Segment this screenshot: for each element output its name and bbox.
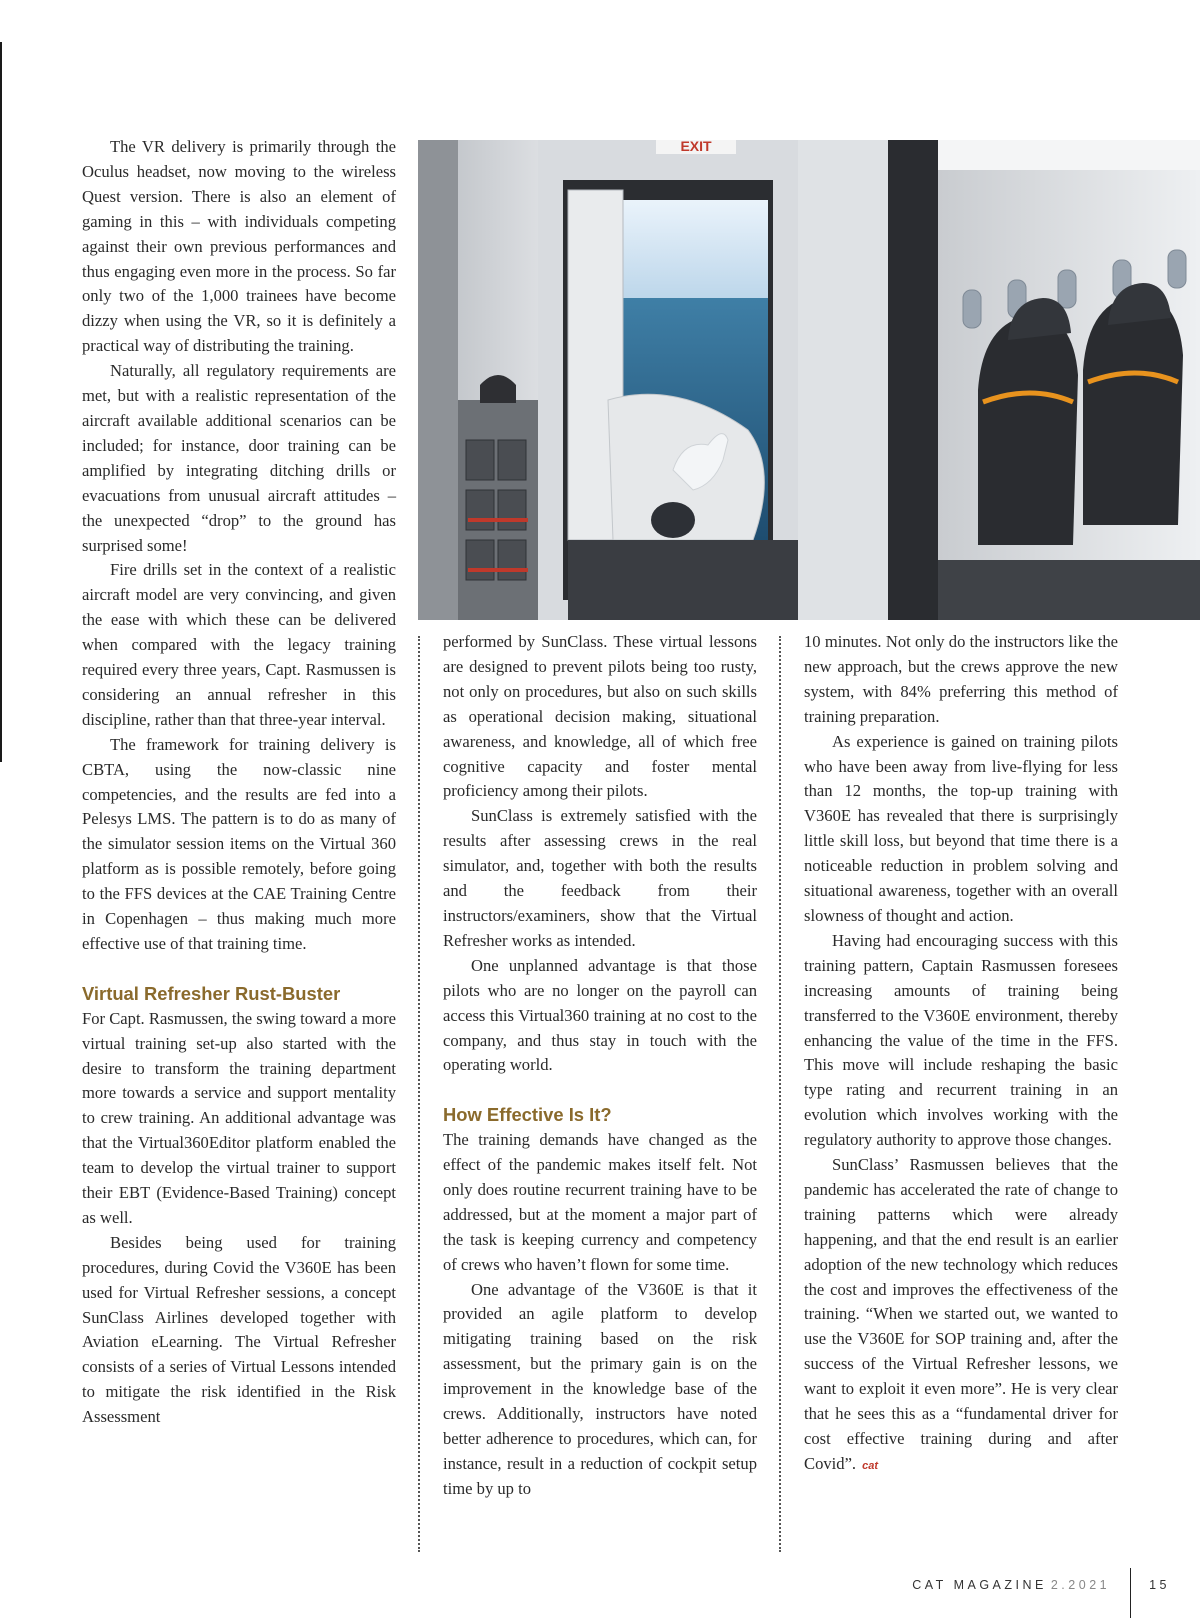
bulkhead-divider (888, 140, 938, 620)
paragraph: performed by SunClass. These virtual lessons are designed to prevent pilots being too rusty, not only on procedures, but also on such skills as operational decision making, situational awareness, and knowledge, all of which free cognitive capacity and foster mental proficiency among their pilots. (443, 632, 757, 801)
footer-divider (1130, 1568, 1131, 1618)
article-column-1 (82, 135, 396, 1430)
paragraph: One unplanned advantage is that those pilots who are no longer on the payroll can access this Virtual360 training at no cost to the company, and thus stay in touch with the operating world. (443, 955, 757, 1075)
paragraph: The training demands have changed as the effect of the pandemic makes itself felt. Not only does routine recurrent training have to be addressed, but at the moment a major part of the task is keeping currency and competency of crews who haven’t flown for some time. (443, 1130, 757, 1274)
publication-name: CAT MAGAZINE 2.2021 (912, 1578, 1111, 1592)
paragraph: SunClass is extremely satisfied with the results after assessing crews in the real simulator, and, together with both the results and the feedback from their instructors/examiners, show that the Virtual Refresher works as intended. (443, 806, 757, 950)
section-heading-rust-buster: Virtual Refresher Rust-Buster (82, 982, 341, 1004)
paragraph: As experience is gained on training pilots who have been away from live-flying for less than 12 months, the top-up training with V360E has revealed that there is surprisingly little skill loss, but beyond that time there is a noticeable reduction in problem solving and situational awareness, together with an overall slowness of thought and action. (804, 731, 1118, 925)
issue-number: 2.2021 (1050, 1578, 1111, 1592)
article-column-3 (804, 630, 1118, 1479)
paragraph: One advantage of the V360E is that it provided an agile platform to develop mitigating training based on the risk assessment, but the primary gain is on the improvement in the knowledge base of the crews. Additionally, instructors have noted better adherence to procedures, which can, for instance, result in a reduction of cockpit setup time by up to (443, 1279, 757, 1498)
page-number: 15 (1149, 1578, 1170, 1592)
exit-sign: EXIT (680, 140, 712, 154)
aircraft-door-vr-photo (418, 140, 1200, 620)
paragraph: The framework for training delivery is CBTA, using the now-classic nine competencies, and the results are fed into a Pelesys LMS. The pattern is to do as many of the simulator session items on the Virtual 360 platform as is possible remotely, before going to the FFS devices at the CAE Training Centre in Copenhagen – thus making much more effective use of that training time. (82, 734, 396, 953)
paragraph: Naturally, all regulatory requirements are met, but with a realistic representation of the aircraft available additional scenarios can be included; for instance, door training can be amplified by integrating ditching drills or evacuations from unusual aircraft attitudes – the unexpected “drop” to the ground has surprised some! (82, 361, 396, 555)
column-divider (779, 636, 781, 1552)
paragraph (804, 1153, 1118, 1479)
paragraph: 10 minutes. Not only do the instructors like the new approach, but the crews approve the new system, with 84% preferring this method of training preparation. (804, 632, 1118, 726)
paragraph: Having had encouraging success with this training pattern, Captain Rasmussen foresees increasing amounts of training being transferred to the V360E environment, thereby enhancing the value of the time in the FFS. This move will include reshaping the basic type rating and recurrent training in an evolution which involves working with the regulatory authority to approve those changes. (804, 930, 1118, 1150)
page-footer (912, 1568, 1170, 1618)
column-divider (418, 636, 420, 1552)
paragraph: Fire drills set in the context of a realistic aircraft model are very convincing, and given the ease with which these can be delivered when compared with the legacy training required every three years, Capt. Rasmussen is considering an annual refresher in this discipline, rather than that three-year interval. (82, 560, 396, 729)
paragraph: For Capt. Rasmussen, the swing toward a more virtual training set-up also started with the desire to transform the training department more towards a service and support mentality to crew training. An additional advantage was that the Virtual360Editor platform enabled the team to develop the virtual trainer to support their EBT (Evidence-Based Training) concept as well. (82, 1008, 396, 1227)
paragraph: The VR delivery is primarily through the Oculus headset, now moving to the wireless Quest version. There is also an element of gaming in this – with individuals competing against their own previous performances and thus engaging even more in the process. So far only two of the 1,000 trainees have become dizzy when using the VR, so it is definitely a practical way of distributing the training. (82, 137, 396, 356)
paragraph: Besides being used for training procedures, during Covid the V360E has been used for Virtual Refresher sessions, a concept SunClass Airlines developed together with Aviation eLearning. The Virtual Refresher consists of a series of Virtual Lessons intended to mitigate the risk identified in the Risk Assessment (82, 1232, 396, 1427)
end-mark-logo: cat (862, 1459, 878, 1472)
section-heading-how-effective: How Effective Is It? (443, 1104, 612, 1126)
sky (608, 200, 768, 300)
page-edge-line (0, 42, 2, 762)
article-column-2 (443, 630, 757, 1502)
closing-text: SunClass’ Rasmussen believes that the pandemic has accelerated the rate of change to training patterns which were already happening, and that the end result is an earlier adoption of the new technology which reduces the cost and improves the effectiveness of the training. “When we started out, we wanted to use the V360E for SOP training and, after the success of the Virtual Refresher lessons, we want to exploit it even more”. He is very clear that he sees this as a “fundamental driver for cost effective training during and after Covid”. (804, 1155, 1118, 1473)
